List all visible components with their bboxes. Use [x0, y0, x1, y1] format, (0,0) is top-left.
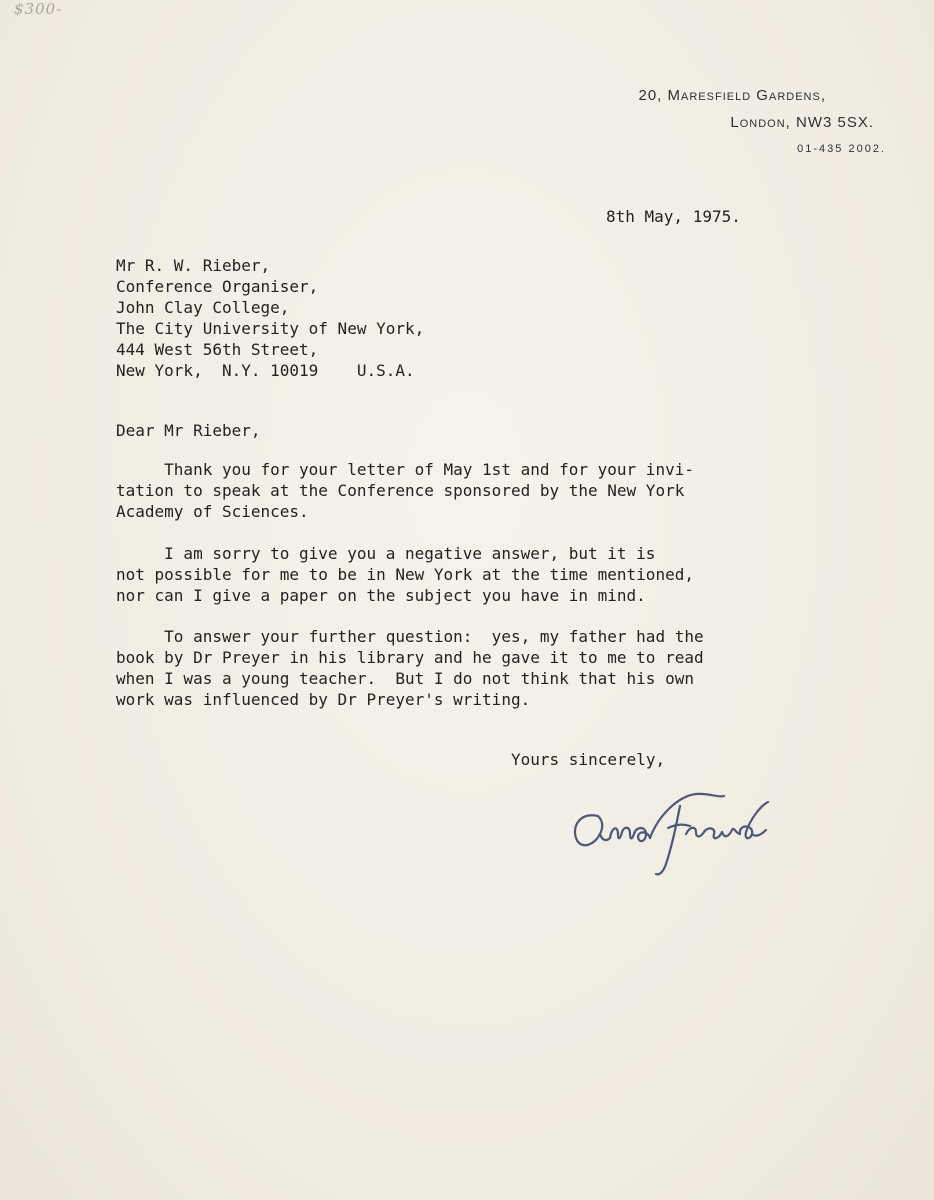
letterhead-street: 20, Maresfield Gardens,	[638, 87, 826, 104]
handwritten-signature	[568, 776, 808, 886]
body-paragraph-3	[116, 626, 796, 710]
body-paragraph-1	[116, 459, 796, 522]
recipient-line: New York, N.Y. 10019 U.S.A.	[116, 361, 415, 380]
body-line: To answer your further question: yes, my father had the	[116, 627, 704, 646]
body-line: Academy of Sciences.	[116, 502, 309, 521]
body-line: work was influenced by Dr Preyer's writing.	[116, 690, 531, 709]
body-line: nor can I give a paper on the subject you have in mind.	[116, 586, 646, 605]
letter-date: 8th May, 1975.	[606, 207, 741, 226]
letterhead-phone: 01-435 2002.	[797, 143, 886, 155]
body-line: I am sorry to give you a negative answer, but it is	[116, 544, 656, 563]
recipient-address	[116, 255, 424, 381]
salutation: Dear Mr Rieber,	[116, 421, 261, 440]
recipient-line: The City University of New York,	[116, 319, 425, 338]
recipient-line: John Clay College,	[116, 298, 290, 317]
letterhead-city: London, NW3 5SX.	[730, 114, 874, 131]
recipient-line: Mr R. W. Rieber,	[116, 256, 271, 275]
body-line: when I was a young teacher. But I do not think that his own	[116, 669, 694, 688]
letterhead-address	[639, 88, 887, 169]
recipient-line: Conference Organiser,	[116, 277, 319, 296]
recipient-line: 444 West 56th Street,	[116, 340, 319, 359]
pencil-price-note: $300-	[14, 0, 63, 18]
body-line: Thank you for your letter of May 1st and for your invi-	[116, 460, 694, 479]
body-line: not possible for me to be in New York at the time mentioned,	[116, 565, 694, 584]
body-paragraph-2	[116, 543, 796, 606]
body-line: book by Dr Preyer in his library and he gave it to me to read	[116, 648, 704, 667]
closing: Yours sincerely,	[511, 750, 666, 769]
body-line: tation to speak at the Conference sponsored by the New York	[116, 481, 685, 500]
